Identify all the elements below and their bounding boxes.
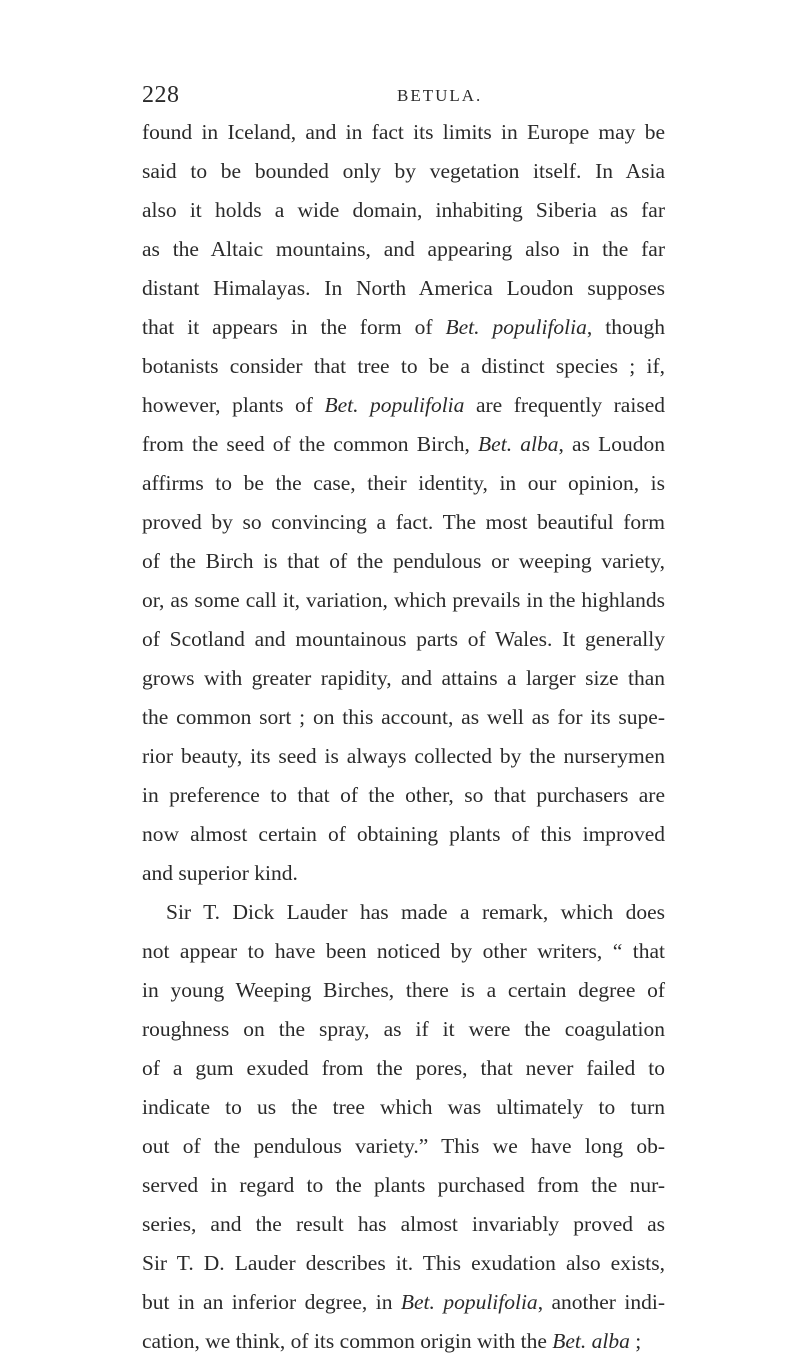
text-run: botanists consider that tree to be a distinct species ; if,	[142, 354, 665, 378]
text-run: of the Birch is that of the pendulous or weeping variety,	[142, 549, 665, 573]
text-run: affirms to be the case, their identity, in our opinion, is	[142, 471, 665, 495]
species-name: Bet. populifolia	[445, 315, 587, 339]
text-run: said to be bounded only by vegetation itself. In Asia	[142, 159, 665, 183]
text-line	[142, 698, 665, 737]
text-line	[142, 1322, 665, 1361]
text-run: are frequently raised	[464, 393, 665, 417]
text-run: cation, we think, of its common origin with the	[142, 1329, 553, 1353]
text-run: also it holds a wide domain, inhabiting Siberia as far	[142, 198, 665, 222]
text-run: , though	[586, 315, 665, 339]
text-run: out of the pendulous variety.” This we have long ob-	[142, 1134, 665, 1158]
text-line	[142, 1049, 665, 1088]
text-run: Sir T. Dick Lauder has made a remark, which does	[166, 900, 665, 924]
text-run: in preference to that of the other, so that purchasers are	[142, 783, 665, 807]
text-run: , as Loudon	[558, 432, 666, 456]
text-run: series, and the result has almost invariably proved as	[142, 1212, 665, 1236]
text-line	[142, 113, 665, 152]
text-run: however, plants of	[142, 393, 325, 417]
text-line	[142, 659, 665, 698]
text-run: the common sort ; on this account, as well as for its supe-	[142, 705, 665, 729]
text-run: not appear to have been noticed by other writers, “ that	[142, 939, 665, 963]
text-run: distant Himalayas. In North America Loudon supposes	[142, 276, 665, 300]
text-run: and superior kind.	[142, 861, 298, 885]
running-head: BETULA.	[397, 86, 483, 105]
species-name: Bet. populifolia	[400, 1290, 538, 1314]
text-line	[142, 308, 665, 347]
text-run: of Scotland and mountainous parts of Wales. It generally	[142, 627, 665, 651]
text-run: ;	[629, 1329, 642, 1353]
text-run: , another indi-	[537, 1290, 665, 1314]
text-line	[142, 1283, 665, 1322]
text-run: or, as some call it, variation, which prevails in the highlands	[142, 588, 665, 612]
text-run: grows with greater rapidity, and attains a larger size than	[142, 666, 665, 690]
text-line	[142, 464, 665, 503]
text-line	[142, 893, 665, 932]
text-run: found in Iceland, and in fact its limits in Europe may be	[142, 120, 665, 144]
text-line	[142, 1010, 665, 1049]
text-line	[142, 542, 665, 581]
text-line	[142, 425, 665, 464]
text-run: proved by so convincing a fact. The most beautiful form	[142, 510, 665, 534]
text-line	[142, 737, 665, 776]
text-line	[142, 386, 665, 425]
text-run: now almost certain of obtaining plants of this improved	[142, 822, 665, 846]
text-run: Sir T. D. Lauder describes it. This exudation also exists,	[142, 1251, 665, 1275]
species-name: Bet. alba	[552, 1329, 630, 1353]
text-line	[142, 815, 665, 854]
text-line	[142, 230, 665, 269]
text-line	[142, 1166, 665, 1205]
text-run: indicate to us the tree which was ultimately to turn	[142, 1095, 665, 1119]
species-name: Bet. populifolia	[324, 393, 465, 417]
text-line	[142, 971, 665, 1010]
text-line	[142, 1127, 665, 1166]
text-run: that it appears in the form of	[142, 315, 446, 339]
text-run: but in an inferior degree, in	[142, 1290, 401, 1314]
text-run: rior beauty, its seed is always collected by the nurserymen	[142, 744, 665, 768]
text-run: served in regard to the plants purchased from the nur-	[142, 1173, 665, 1197]
text-line	[142, 932, 665, 971]
text-run: roughness on the spray, as if it were the coagulation	[142, 1017, 665, 1041]
text-line	[142, 503, 665, 542]
page-number: 228	[142, 82, 180, 108]
text-run: from the seed of the common Birch,	[142, 432, 479, 456]
text-line	[142, 347, 665, 386]
text-line	[142, 269, 665, 308]
text-line	[142, 1244, 665, 1283]
text-line	[142, 152, 665, 191]
text-run: in young Weeping Birches, there is a certain degree of	[142, 978, 665, 1002]
text-line	[142, 1205, 665, 1244]
text-run: as the Altaic mountains, and appearing also in the far	[142, 237, 665, 261]
species-name: Bet. alba	[478, 432, 559, 456]
body-text	[142, 113, 665, 1361]
text-line	[142, 776, 665, 815]
text-line	[142, 620, 665, 659]
text-line	[142, 854, 665, 893]
text-line	[142, 581, 665, 620]
text-line	[142, 191, 665, 230]
text-run: of a gum exuded from the pores, that never failed to	[142, 1056, 665, 1080]
text-line	[142, 1088, 665, 1127]
